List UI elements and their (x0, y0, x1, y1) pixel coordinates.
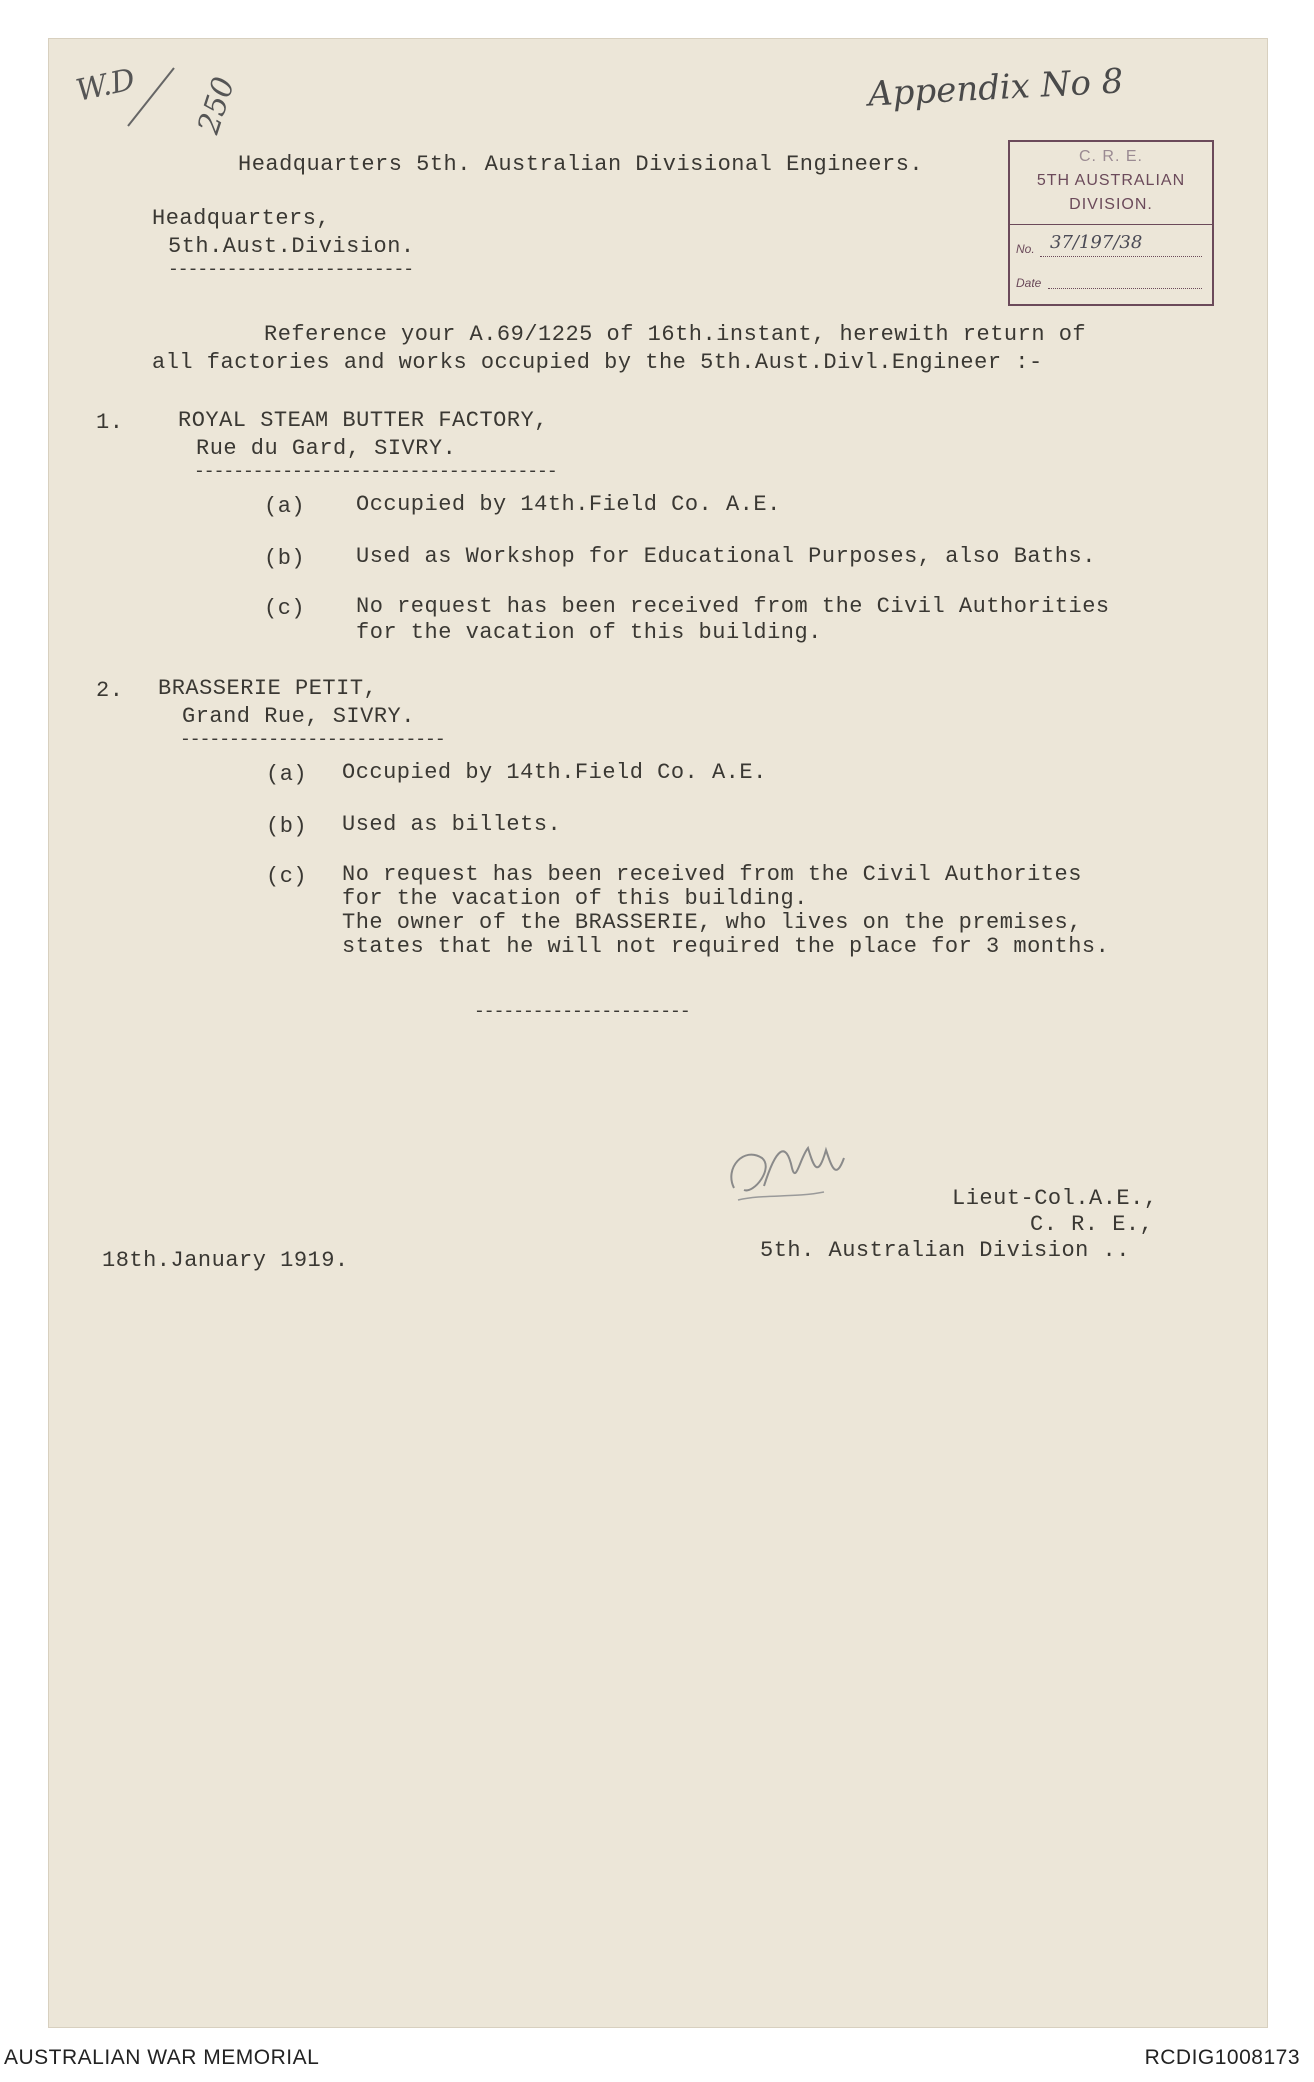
item2-a-text: Occupied by 14th.Field Co. A.E. (342, 760, 767, 785)
signature-line1: Lieut-Col.A.E., (952, 1186, 1158, 1211)
intro-line1: Reference your A.69/1225 of 16th.instant, herewith return of (264, 322, 1087, 347)
item2-c-text4: states that he will not required the place for 3 months. (342, 934, 1110, 959)
item1-address: Rue du Gard, SIVRY. (196, 436, 457, 461)
signature-initials (714, 1128, 854, 1218)
cre-stamp (1008, 140, 1214, 306)
item2-c-text1: No request has been received from the Civil Authorites (342, 862, 1082, 887)
document-heading: Headquarters 5th. Australian Divisional Engineers. (238, 152, 924, 177)
item1-name: ROYAL STEAM BUTTER FACTORY, (178, 408, 548, 433)
item2-name: BRASSERIE PETIT, (158, 676, 378, 701)
signature-line2: C. R. E., (1030, 1212, 1154, 1237)
item1-number: 1. (96, 410, 124, 435)
item1-a-text: Occupied by 14th.Field Co. A.E. (356, 492, 781, 517)
item2-address: Grand Rue, SIVRY. (182, 704, 415, 729)
stamp-date-line (1048, 288, 1202, 289)
signature-line3: 5th. Australian Division .. (760, 1238, 1130, 1263)
footer-id: RCDIG1008173 (1144, 2046, 1300, 2069)
handwritten-wd: W.D (73, 62, 139, 109)
stamp-date-label: Date (1016, 276, 1042, 290)
item2-a-label: (a) (266, 762, 308, 787)
handwritten-number: 250 (191, 72, 243, 139)
addressee-underline: ------------------------- (168, 260, 414, 280)
item1-b-label: (b) (264, 546, 306, 571)
item1-c-text2: for the vacation of this building. (356, 620, 822, 645)
item2-c-text3: The owner of the BRASSERIE, who lives on the premises, (342, 910, 1082, 935)
item1-b-text: Used as Workshop for Educational Purposes, also Baths. (356, 544, 1096, 569)
stamp-divider (1010, 224, 1212, 225)
item2-b-label: (b) (266, 814, 308, 839)
handwritten-slash (122, 62, 182, 132)
item2-number: 2. (96, 678, 124, 703)
stamp-line3: DIVISION. (1069, 196, 1153, 213)
intro-line2: all factories and works occupied by the 5th.Aust.Divl.Engineer :- (152, 350, 1043, 375)
item2-c-label: (c) (266, 864, 308, 889)
addressee-line1: Headquarters, (152, 206, 331, 231)
item2-b-text: Used as billets. (342, 812, 562, 837)
stamp-line2: 5TH AUSTRALIAN (1036, 172, 1186, 189)
item1-c-label: (c) (264, 596, 306, 621)
handwritten-appendix: Appendix No 8 (867, 61, 1125, 115)
item1-underline: ------------------------------------- (194, 462, 557, 482)
stamp-no-value: 37/197/38 (1050, 232, 1143, 253)
stamp-no-line (1040, 256, 1202, 257)
item1-c-text1: No request has been received from the Civil Authorities (356, 594, 1110, 619)
stamp-line1: C. R. E. (1078, 148, 1143, 165)
item1-a-label: (a) (264, 494, 306, 519)
document-page (48, 38, 1268, 2028)
item2-c-text2: for the vacation of this building. (342, 886, 808, 911)
footer-source: AUSTRALIAN WAR MEMORIAL (4, 2046, 320, 2069)
closing-rule: ---------------------- (474, 1002, 690, 1022)
document-date: 18th.January 1919. (102, 1248, 349, 1273)
item2-underline: --------------------------- (180, 730, 445, 750)
stamp-no-label: No. (1016, 242, 1035, 256)
addressee-line2: 5th.Aust.Division. (168, 234, 415, 259)
